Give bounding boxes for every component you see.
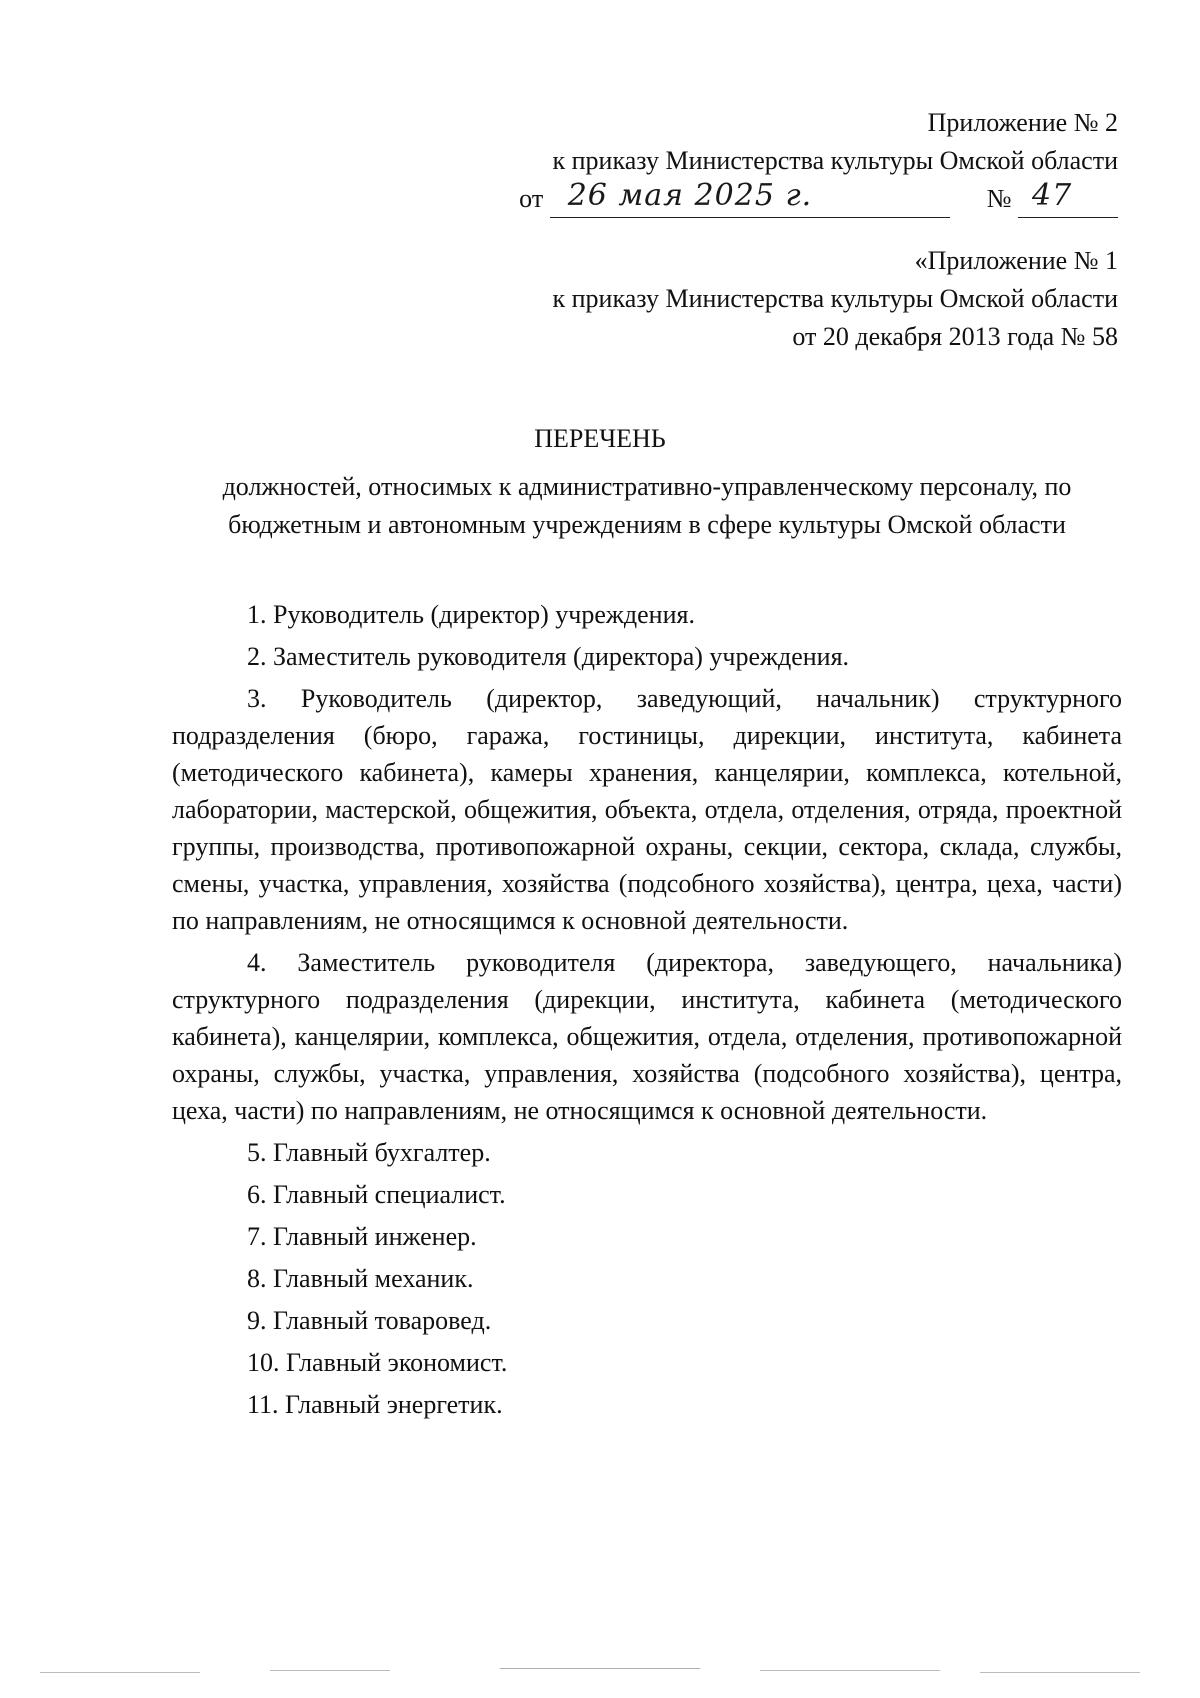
number-underline — [1018, 178, 1118, 218]
subtitle-line-2: бюджетным и автономным учреждениям в сфере культуры Омской области — [228, 510, 1066, 539]
list-item: 6. Главный специалист. — [247, 1180, 506, 1209]
annex-2-title: Приложение № 2 — [927, 108, 1118, 137]
scan-artifact — [760, 1670, 940, 1671]
scan-artifact — [500, 1668, 700, 1669]
annex-2-order-ref: к приказу Министерства культуры Омской области — [552, 146, 1118, 175]
handwritten-number: 47 — [1032, 178, 1073, 213]
scan-artifact — [270, 1670, 390, 1671]
annex-1-order-date: от 20 декабря 2013 года № 58 — [792, 322, 1118, 351]
date-underline — [550, 178, 950, 218]
list-item: 5. Главный бухгалтер. — [247, 1138, 491, 1167]
list-item: 7. Главный инженер. — [247, 1222, 477, 1251]
scan-artifact — [980, 1672, 1140, 1673]
annex-1-order-ref: к приказу Министерства культуры Омской области — [552, 284, 1118, 313]
list-item: 1. Руководитель (директор) учреждения. — [247, 600, 695, 629]
list-item: 10. Главный экономист. — [247, 1348, 508, 1377]
list-item: 8. Главный механик. — [247, 1264, 474, 1293]
annex-2-date-line — [519, 180, 1118, 218]
annex-2-header — [519, 104, 1118, 218]
scan-artifact — [40, 1672, 200, 1673]
list-item: 4. Заместитель руководителя (директора, заведующего, начальника) структурного подразделения (дирекции, института, кабинета (методического кабинета), канцелярии, комплекса, общежития, отдела, отделения, противопожарной охраны, службы, участка, управления, хозяйства (подсобного хозяйства), центра, цеха, части) по направлениям, не относящимся к основной деятельности. — [172, 948, 1122, 1125]
list-item: 9. Главный товаровед. — [247, 1306, 492, 1335]
document-subtitle — [172, 468, 1122, 544]
date-prefix: от — [519, 184, 544, 213]
document-title: ПЕРЕЧЕНЬ — [534, 424, 666, 453]
annex-1-header — [553, 242, 1119, 356]
list-item: 11. Главный энергетик. — [247, 1390, 503, 1419]
annex-1-title: «Приложение № 1 — [914, 246, 1118, 275]
positions-list — [172, 596, 1122, 1428]
subtitle-line-1: должностей, относимых к административно-управленческому персоналу, по — [222, 472, 1072, 501]
list-item: 2. Заместитель руководителя (директора) учреждения. — [247, 642, 850, 671]
handwritten-date: 26 мая 2025 г. — [567, 178, 813, 213]
number-label: № — [986, 184, 1012, 213]
list-item: 3. Руководитель (директор, заведующий, начальник) структурного подразделения (бюро, гаража, гостиницы, дирекции, института, кабинета (методического кабинета), камеры хранения, канцелярии, комплекса, котельной, лаборатории, мастерской, общежития, объекта, отдела, отделения, отряда, проектной группы, производства, противопожарной охраны, секции, сектора, склада, службы, смены, участка, управления, хозяйства (подсобного хозяйства), центра, цеха, части) по направлениям, не относящимся к основной деятельности. — [172, 684, 1122, 935]
